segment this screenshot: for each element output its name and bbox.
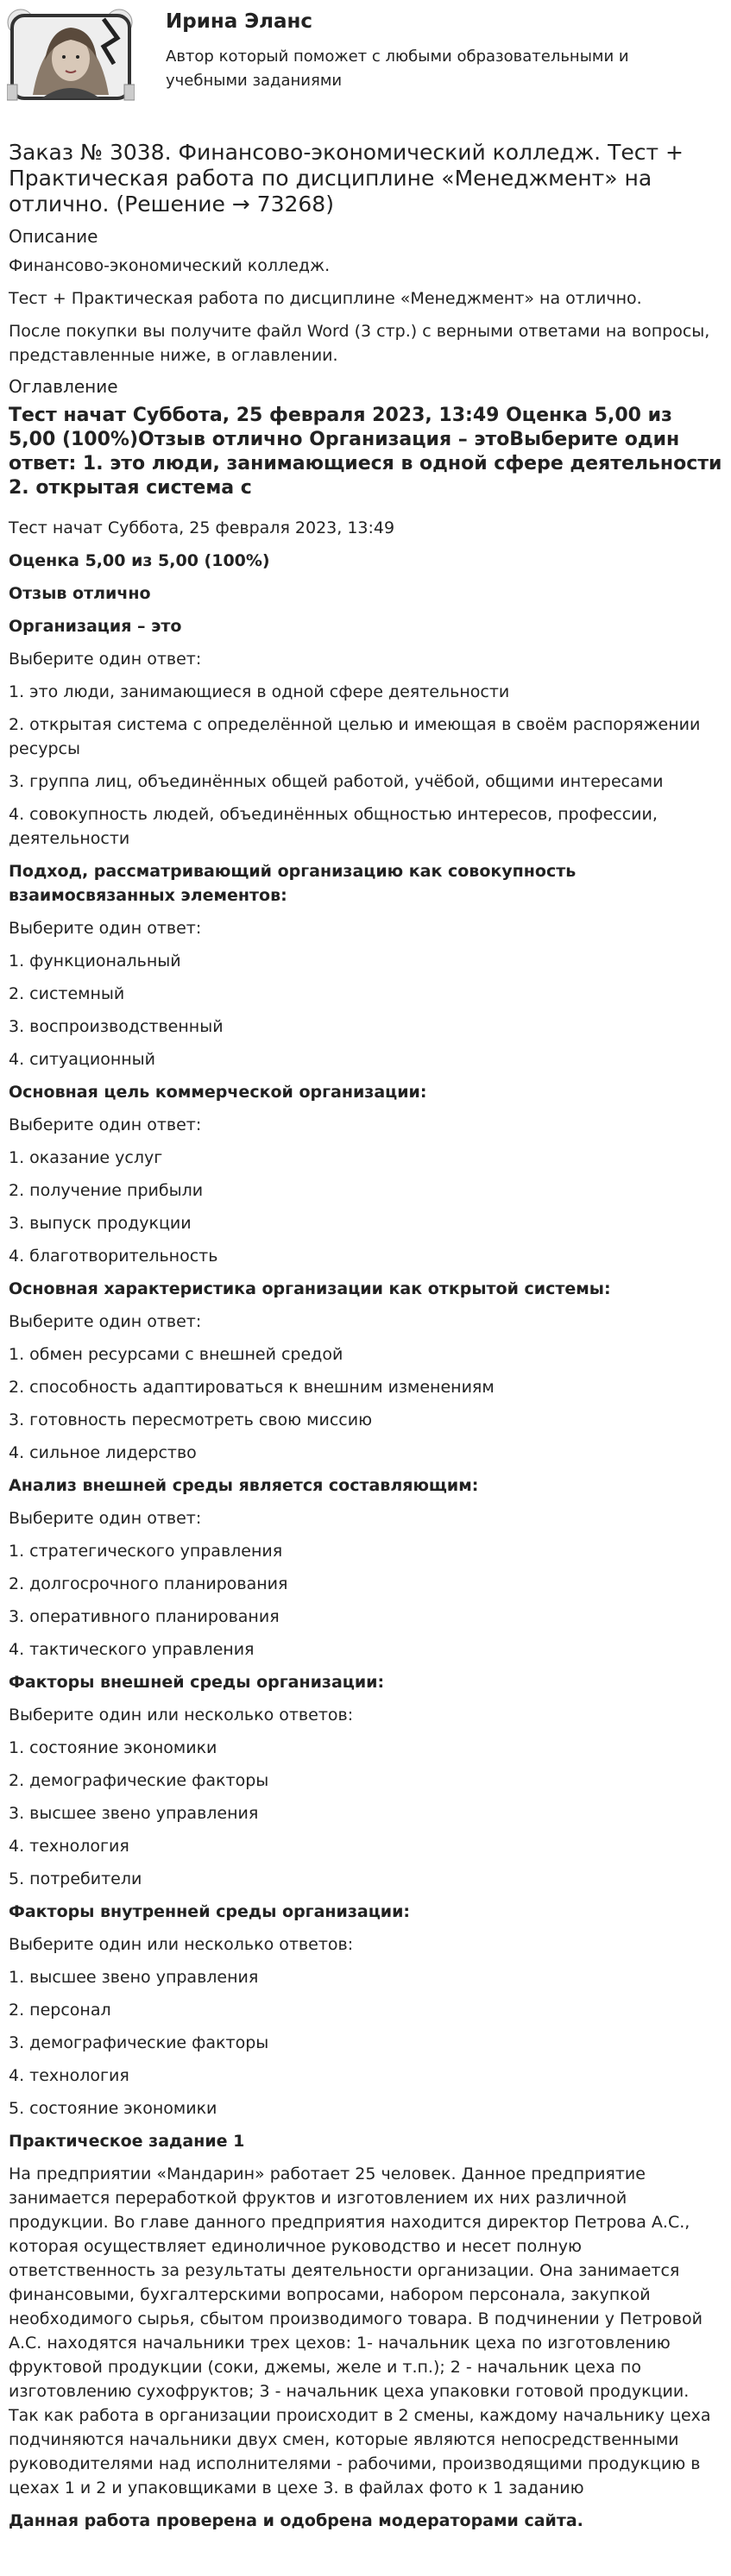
section-heading: Факторы внешней среды организации: (9, 1673, 385, 1692)
body-paragraph: 1. это люди, занимающиеся в одной сфере деятельности (9, 682, 510, 701)
document-body (9, 516, 722, 2533)
body-paragraph: На предприятии «Мандарин» работает 25 человек. Данное предприятие занимается переработкой фруктов и изготовлением их них различной продукции. Во главе данного предприятия находится директор Петрова А.С., которая осуществляет единоличное руководство и несет полную ответственность за результаты деятельности организации. Она занимается финансовыми, бухгалтерскими вопросами, набором персонала, закупкой необходимого сырья, сбытом производимого товара. В подчинении у Петровой А.С. находятся начальники трех цехов: 1- начальник цеха по изготовлению фруктовой продукции (соки, джемы, желе и т.п.); 2 - начальник цеха по изготовлению сухофруктов; 3 - начальник цеха упаковки готовой продукции. Так как работа в организации происходит в 2 смены, каждому начальнику цеха подчиняются начальники двух смен, которые являются непосредственными руководителями над исполнителями - рабочими, производящими продукцию в цехах 1 и 2 и упаковщиками в цехе 3. в файлах фото к 1 заданию (9, 2164, 711, 2497)
toc-label: Оглавление (9, 376, 118, 397)
body-paragraph: 2. системный (9, 984, 125, 1003)
author-card (0, 0, 731, 112)
description-paragraph: Тест + Практическая работа по дисциплине «Менеджмент» на отлично. (9, 289, 642, 308)
body-paragraph: Выберите один или несколько ответов: (9, 1935, 354, 1954)
author-avatar[interactable] (7, 9, 135, 104)
body-paragraph: 3. готовность пересмотреть свою миссию (9, 1411, 373, 1429)
body-paragraph: 4. тактического управления (9, 1640, 255, 1659)
body-paragraph: 5. потребители (9, 1869, 142, 1888)
description-paragraph: После покупки вы получите файл Word (3 стр.) с верными ответами на вопросы, представленные ниже, в оглавлении. (9, 322, 710, 365)
body-paragraph: 1. функциональный (9, 952, 181, 971)
body-paragraph: 1. стратегического управления (9, 1542, 283, 1561)
body-paragraph: 5. состояние экономики (9, 2099, 217, 2118)
body-paragraph: 4. совокупность людей, объединённых общностью интересов, профессии, деятельности (9, 805, 658, 848)
body-paragraph: 2. способность адаптироваться к внешним изменениям (9, 1378, 495, 1397)
body-paragraph: 1. высшее звено управления (9, 1968, 259, 1987)
body-paragraph: 3. выпуск продукции (9, 1214, 192, 1233)
body-paragraph: 3. воспроизводственный (9, 1017, 224, 1036)
author-name[interactable]: Ирина Эланс (166, 10, 313, 33)
description-label: Описание (9, 226, 98, 247)
section-heading: Данная работа проверена и одобрена модераторами сайта. (9, 2511, 583, 2530)
section-heading: Основная характеристика организации как открытой системы: (9, 1279, 611, 1298)
author-info (166, 9, 692, 93)
body-paragraph: Выберите один ответ: (9, 919, 202, 938)
section-heading: Основная цель коммерческой организации: (9, 1083, 427, 1102)
body-paragraph: 4. технология (9, 1837, 129, 1856)
body-paragraph: 3. высшее звено управления (9, 1804, 259, 1823)
body-paragraph: 3. демографические факторы (9, 2033, 269, 2052)
body-paragraph: 4. сильное лидерство (9, 1443, 197, 1462)
section-heading: Подход, рассматривающий организацию как совокупность взаимосвязанных элементов: (9, 862, 577, 905)
body-paragraph: 2. получение прибыли (9, 1181, 204, 1200)
body-paragraph: 2. персонал (9, 2001, 111, 2020)
body-paragraph: 1. состояние экономики (9, 1738, 217, 1757)
author-description: Автор который поможет с любыми образовательными и учебными заданиями (166, 47, 629, 90)
order-title: Заказ № 3038. Финансово-экономический колледж. Тест + Практическая работа по дисциплине «Менеджмент» на отлично. (Решение → 73268) (9, 140, 684, 217)
description-paragraph: Финансово-экономический колледж. (9, 256, 331, 275)
body-paragraph: 4. ситуационный (9, 1050, 156, 1069)
body-paragraph: Выберите один ответ: (9, 650, 202, 669)
body-paragraph: 1. обмен ресурсами с внешней средой (9, 1345, 343, 1364)
body-paragraph: Тест начат Суббота, 25 февраля 2023, 13:49 (9, 518, 395, 537)
body-paragraph: 4. технология (9, 2066, 129, 2085)
section-heading: Практическое задание 1 (9, 2132, 245, 2151)
body-paragraph: 3. группа лиц, объединённых общей работой, учёбой, общими интересами (9, 772, 664, 791)
section-heading: Организация – это (9, 617, 182, 636)
body-paragraph: Выберите один или несколько ответов: (9, 1706, 354, 1725)
body-paragraph: 3. оперативного планирования (9, 1607, 280, 1626)
body-paragraph: 2. открытая система с определённой целью и имеющая в своём распоряжении ресурсы (9, 715, 701, 758)
body-paragraph: Выберите один ответ: (9, 1312, 202, 1331)
body-paragraph: Выберите один ответ: (9, 1509, 202, 1528)
section-heading: Анализ внешней среды является составляющим: (9, 1476, 479, 1495)
section-heading: Оценка 5,00 из 5,00 (100%) (9, 551, 270, 570)
body-paragraph: 4. благотворительность (9, 1247, 218, 1266)
content (0, 140, 731, 2533)
body-paragraph: 1. оказание услуг (9, 1148, 163, 1167)
section-heading: Факторы внутренней среды организации: (9, 1902, 411, 1921)
body-paragraph: 2. демографические факторы (9, 1771, 269, 1790)
section-heading: Отзыв отлично (9, 584, 151, 603)
body-paragraph: 2. долгосрочного планирования (9, 1574, 288, 1593)
body-paragraph: Выберите один ответ: (9, 1115, 202, 1134)
toc-heading: Тест начат Суббота, 25 февраля 2023, 13:49 Оценка 5,00 из 5,00 (100%)Отзыв отлично Организация – этоВыберите один ответ: 1. это люди, занимающиеся в одной сфере деятельности 2. открытая система с (9, 405, 722, 499)
